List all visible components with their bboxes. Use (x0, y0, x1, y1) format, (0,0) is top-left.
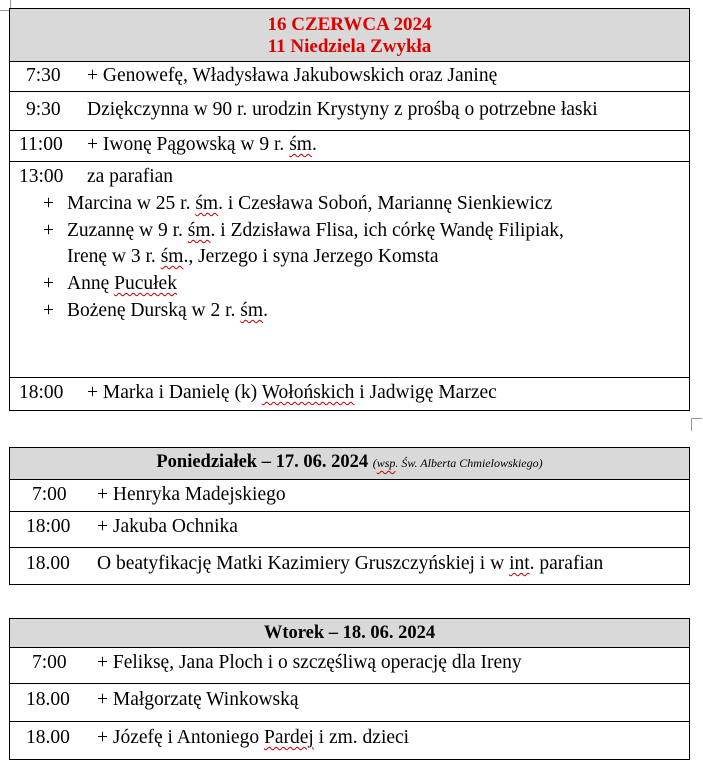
sunday-schedule-table (9, 8, 690, 411)
sunday-header (10, 9, 689, 62)
tuesday-schedule-table (9, 618, 690, 760)
mass-intention: O beatyfikację Matki Kazimiery Gruszczyńskiej i w int. parafian (97, 553, 604, 574)
list-item: + Marcina w 25 r. śm. i Czesława Soboń, Mariannę Sienkiewicz (43, 193, 553, 214)
monday-feast-note: (wsp. Św. Alberta Chmielowskiego) (372, 456, 543, 470)
mass-row-1300 (10, 162, 689, 378)
mass-time: 9:30 (26, 99, 61, 120)
mass-intention: + Małgorzatę Winkowską (97, 689, 299, 710)
monday-title: Poniedziałek – 17. 06. 2024 (156, 452, 373, 472)
mass-row (10, 548, 689, 585)
mass-time: 11:00 (19, 134, 63, 155)
mass-row (10, 684, 689, 722)
mass-time: 7:30 (26, 65, 61, 86)
list-item: Irenę w 3 r. śm., Jerzego i syna Jerzego Komsta (67, 246, 439, 267)
monday-schedule-table (9, 447, 690, 585)
list-item: + Zuzannę w 9 r. śm. i Zdzisława Flisa, ich córkę Wandę Filipiak, (43, 220, 564, 241)
mass-row (10, 378, 689, 411)
mass-intention: Dziękczynna w 90 r. urodzin Krystyny z prośbą o potrzebne łaski (87, 99, 598, 120)
list-item: + Bożenę Durską w 2 r. śm. (43, 300, 268, 321)
mass-row (10, 512, 689, 548)
mass-intention: za parafian (87, 166, 174, 187)
tuesday-header (10, 619, 689, 648)
mass-intention: + Henryka Madejskiego (97, 484, 286, 505)
mass-row (10, 648, 689, 684)
mass-time: 18.00 (26, 553, 70, 574)
table-resize-handle[interactable] (691, 418, 702, 431)
sunday-date: 16 CZERWCA 2024 (267, 14, 432, 35)
tuesday-title: Wtorek – 18. 06. 2024 (263, 623, 436, 643)
mass-row (10, 722, 689, 760)
mass-intention: + Iwonę Pągowską w 9 r. śm. (87, 134, 317, 155)
mass-row (10, 480, 689, 512)
list-item: + Annę Pucułek (43, 273, 177, 294)
mass-time: 13:00 (19, 166, 64, 187)
mass-time: 18:00 (19, 382, 64, 403)
mass-time: 18:00 (26, 516, 71, 537)
mass-time: 18.00 (26, 727, 70, 748)
mass-intention: + Feliksę, Jana Ploch i o szczęśliwą operację dla Ireny (97, 652, 522, 673)
mass-row (10, 131, 689, 162)
mass-time: 18.00 (26, 689, 70, 710)
monday-header (10, 448, 689, 480)
sunday-name: 11 Niedziela Zwykła (267, 36, 432, 57)
mass-time: 7:00 (32, 652, 67, 673)
mass-intention: + Marka i Danielę (k) Wołońskich i Jadwigę Marzec (87, 382, 497, 403)
mass-intention: + Genowefę, Władysława Jakubowskich oraz Janinę (87, 65, 498, 86)
mass-row (10, 92, 689, 131)
mass-intention: + Jakuba Ochnika (97, 516, 238, 537)
mass-row (10, 62, 689, 92)
mass-time: 7:00 (32, 484, 67, 505)
mass-intention: + Józefę i Antoniego Pardej i zm. dzieci (97, 727, 410, 748)
